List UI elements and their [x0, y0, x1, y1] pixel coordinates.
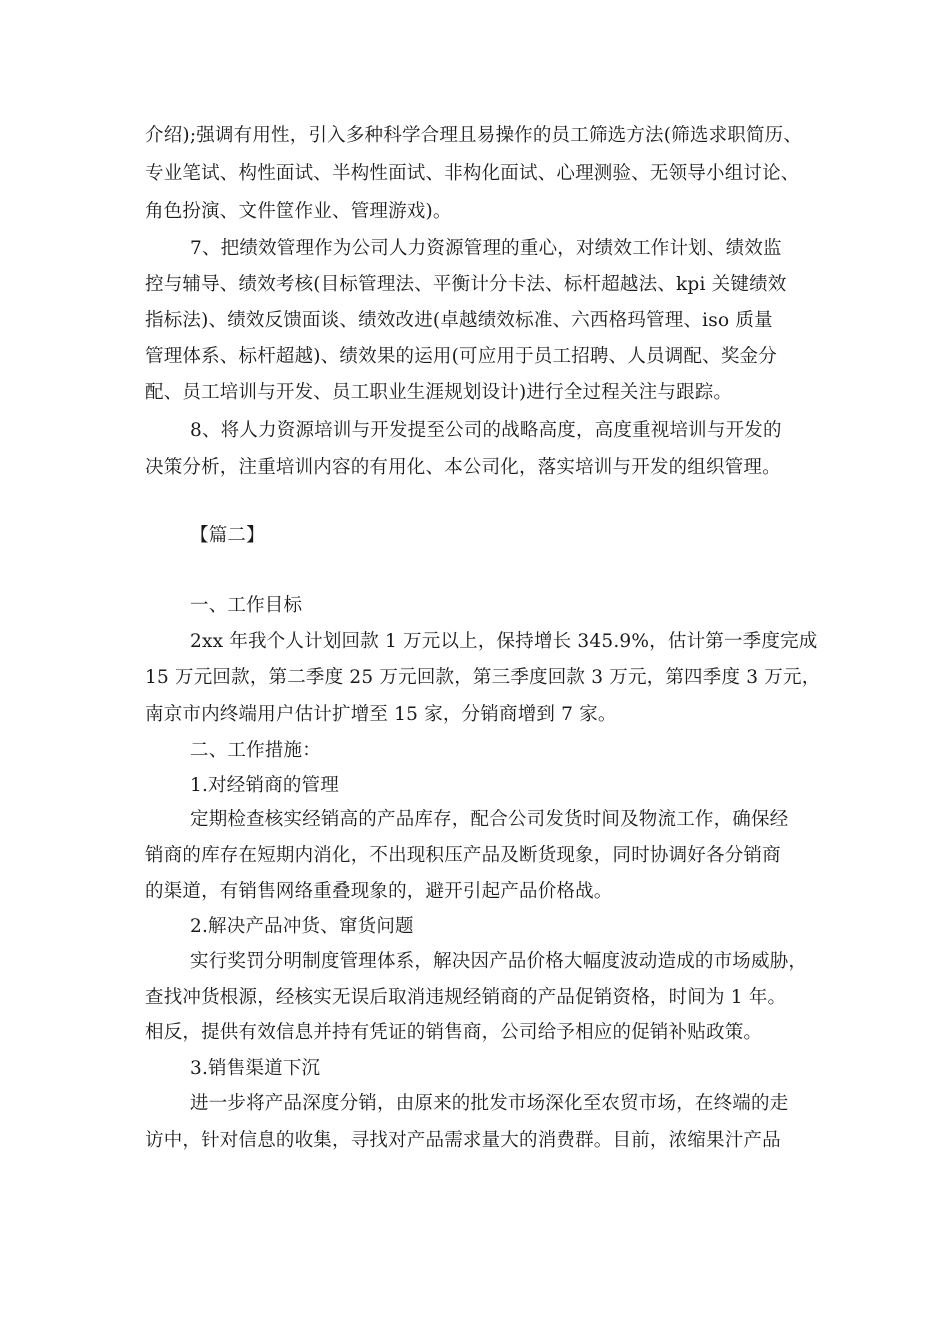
text-line: 介绍);强调有用性，引入多种科学合理且易操作的员工筛选方法(筛选求职简历、	[145, 125, 803, 146]
text-line: 角色扮演、文件筐作业、管理游戏)。	[145, 201, 452, 222]
text-line: 3.销售渠道下沉	[190, 1058, 321, 1079]
text-line: 1.对经销商的管理	[190, 775, 339, 796]
text-line: 销商的库存在短期内消化，不出现积压产品及断货现象，同时协调好各分销商	[145, 845, 781, 866]
text-line: 配、员工培训与开发、员工职业生涯规划设计)进行全过程关注与跟踪。	[145, 382, 733, 403]
text-line: 决策分析，注重培训内容的有用化、本公司化，落实培训与开发的组织管理。	[145, 457, 781, 478]
text-line: 一、工作目标	[190, 595, 303, 616]
text-line: 二、工作措施：	[190, 740, 321, 761]
text-line: 访中，针对信息的收集，寻找对产品需求量大的消费群。目前，浓缩果汁产品	[145, 1130, 781, 1151]
text-line: 的渠道，有销售网络重叠现象的，避开引起产品价格战。	[145, 881, 613, 902]
text-line: 2.解决产品冲货、窜货问题	[190, 916, 414, 937]
text-line: 实行奖罚分明制度管理体系，解决因产品价格大幅度波动造成的市场威胁，	[190, 951, 808, 972]
text-line: 相反，提供有效信息并持有凭证的销售商，公司给予相应的促销补贴政策。	[145, 1022, 763, 1043]
text-line: 进一步将产品深度分销，由原来的批发市场深化至农贸市场，在终端的走	[190, 1093, 789, 1114]
text-line: 控与辅导、绩效考核(目标管理法、平衡计分卡法、标杆超越法、kpi 关键绩效	[145, 274, 787, 295]
text-line: 8、将人力资源培训与开发提至公司的战略高度，高度重视培训与开发的	[190, 420, 782, 441]
section-heading: 【篇二】	[190, 525, 265, 546]
text-line: 2xx 年我个人计划回款 1 万元以上，保持增长 345.9%，估计第一季度完成	[190, 631, 818, 652]
text-line: 专业笔试、构性面试、半构性面试、非构化面试、心理测验、无领导小组讨论、	[145, 163, 800, 184]
text-line: 查找冲货根源，经核实无误后取消违规经销商的产品促销资格，时间为 1 年。	[145, 987, 787, 1008]
text-line: 管理体系、标杆超越)、绩效果的运用(可应用于员工招聘、人员调配、奖金分	[145, 346, 777, 367]
text-line: 定期检查核实经销高的产品库存，配合公司发货时间及物流工作，确保经	[190, 809, 789, 830]
text-line: 指标法)、绩效反馈面谈、绩效改进(卓越绩效标准、六西格玛管理、iso 质量	[145, 310, 773, 331]
text-line: 南京市内终端用户估计扩增至 15 家，分销商增到 7 家。	[145, 704, 617, 725]
text-line: 7、把绩效管理作为公司人力资源管理的重心，对绩效工作计划、绩效监	[190, 238, 782, 259]
text-line: 15 万元回款，第二季度 25 万元回款，第三季度回款 3 万元，第四季度 3 万元，	[145, 667, 821, 688]
